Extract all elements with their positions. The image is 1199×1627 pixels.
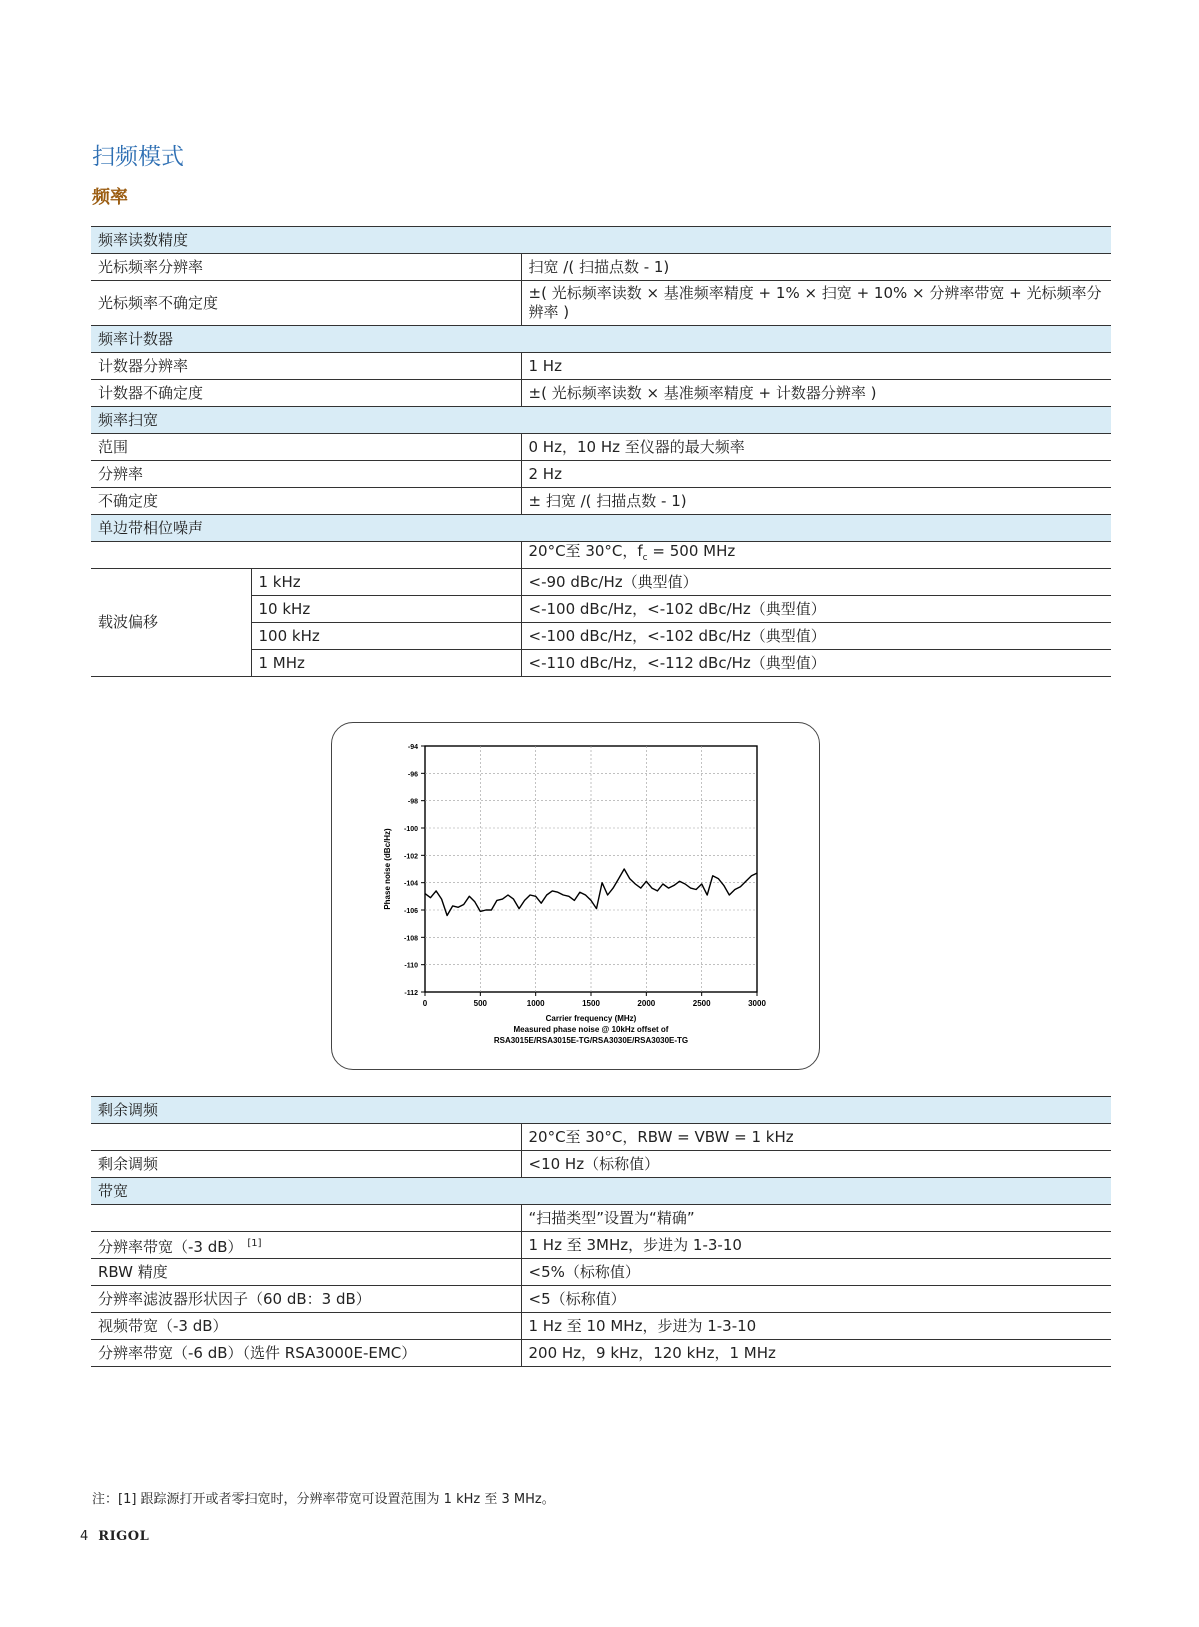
offset-cell: 100 kHz bbox=[251, 623, 521, 650]
table-header-row bbox=[91, 407, 1111, 434]
row-label: 光标频率分辨率 bbox=[91, 254, 521, 281]
table-row bbox=[91, 1340, 1111, 1367]
row-value: 1 Hz 至 10 MHz，步进为 1-3-10 bbox=[521, 1313, 1111, 1340]
table-header-row bbox=[91, 1178, 1111, 1205]
phase-noise-chart bbox=[331, 722, 820, 1070]
y-tick-label: -112 bbox=[404, 990, 418, 997]
table-row bbox=[91, 1313, 1111, 1340]
x-tick-label: 0 bbox=[422, 999, 428, 1008]
ssb-condition-prefix: 20°C至 30°C，f bbox=[528, 542, 643, 560]
row-label: 计数器分辨率 bbox=[91, 353, 521, 380]
row-value: <5（标称值） bbox=[521, 1286, 1111, 1313]
brand-logo: RIGOL bbox=[98, 1529, 150, 1544]
row-value: 0 Hz，10 Hz 至仪器的最大频率 bbox=[521, 434, 1111, 461]
row-label: 分辨率带宽（-6 dB）（选件 RSA3000E-EMC） bbox=[91, 1340, 521, 1367]
row-label: 视频带宽（-3 dB） bbox=[91, 1313, 521, 1340]
row-value: 1 Hz 至 3MHz，步进为 1-3-10 bbox=[521, 1232, 1111, 1259]
table-row bbox=[91, 1232, 1111, 1259]
span-header: 频率扫宽 bbox=[91, 407, 1111, 434]
x-tick-label: 500 bbox=[473, 999, 488, 1008]
ssb-header: 单边带相位噪声 bbox=[91, 515, 1111, 542]
table-header-row bbox=[91, 515, 1111, 542]
y-tick-label: -104 bbox=[403, 880, 418, 888]
row-label bbox=[91, 542, 521, 569]
table-row bbox=[91, 1259, 1111, 1286]
row-label: 分辨率 bbox=[91, 461, 521, 488]
footnote: 注：[1] 跟踪源打开或者零扫宽时，分辨率带宽可设置范围为 1 kHz 至 3 MHz。 bbox=[92, 1492, 555, 1507]
table-row bbox=[91, 461, 1111, 488]
row-label: 分辨率滤波器形状因子（60 dB：3 dB） bbox=[91, 1286, 521, 1313]
y-tick-label: -96 bbox=[407, 771, 418, 779]
row-value: 1 Hz bbox=[521, 353, 1111, 380]
row-label: 光标频率不确定度 bbox=[91, 281, 521, 326]
offset-cell: 10 kHz bbox=[251, 596, 521, 623]
row-value: ±( 光标频率读数 × 基准频率精度 + 1% × 扫宽 + 10% × 分辨率带宽 + 光标频率分辨率 ) bbox=[521, 281, 1111, 326]
row-value: <5%（标称值） bbox=[521, 1259, 1111, 1286]
table-row bbox=[91, 353, 1111, 380]
subsection-title: 频率 bbox=[92, 187, 128, 208]
table-header-row bbox=[91, 1097, 1111, 1124]
table-row bbox=[91, 1151, 1111, 1178]
row-value: 2 Hz bbox=[521, 461, 1111, 488]
table-header-row bbox=[91, 227, 1111, 254]
table-row bbox=[91, 542, 1111, 569]
rbw-label: 分辨率带宽（-3 dB） bbox=[98, 1237, 243, 1256]
footnote-ref: [1] bbox=[247, 1237, 262, 1249]
section-title: 扫频模式 bbox=[92, 144, 184, 170]
offset-value: <-90 dBc/Hz（典型值） bbox=[521, 569, 1111, 596]
x-axis-label: Carrier frequency (MHz) bbox=[545, 1014, 637, 1023]
y-tick-label: -98 bbox=[407, 798, 418, 806]
y-tick-label: -102 bbox=[403, 853, 418, 861]
row-label: 计数器不确定度 bbox=[91, 380, 521, 407]
offset-cell: 1 kHz bbox=[251, 569, 521, 596]
x-tick-label: 2500 bbox=[692, 999, 711, 1008]
ssb-condition-sub: c bbox=[642, 553, 648, 563]
bandwidth-spec-table bbox=[91, 1096, 1111, 1367]
offset-value: <-100 dBc/Hz，<-102 dBc/Hz（典型值） bbox=[521, 623, 1111, 650]
y-tick-label: -108 bbox=[403, 935, 418, 943]
table-row bbox=[91, 380, 1111, 407]
y-tick-label: -100 bbox=[403, 826, 418, 833]
phase-noise-chart-svg bbox=[332, 723, 819, 1069]
x-tick-label: 1500 bbox=[582, 999, 600, 1008]
y-axis-label: Phase noise (dBc/Hz) bbox=[383, 828, 392, 910]
table-row bbox=[91, 1124, 1111, 1151]
bw-condition: “扫描类型”设置为“精确” bbox=[521, 1205, 1111, 1232]
chart-subtitle: RSA3015E/RSA3015E-TG/RSA3030E/RSA3030E-TG bbox=[493, 1036, 689, 1045]
offset-label: 载波偏移 bbox=[91, 569, 251, 677]
offset-value: <-110 dBc/Hz，<-112 dBc/Hz（典型值） bbox=[521, 650, 1111, 677]
y-tick-label: -94 bbox=[407, 744, 418, 751]
bw-header: 带宽 bbox=[91, 1178, 1111, 1205]
x-tick-label: 1000 bbox=[526, 999, 545, 1008]
y-tick-label: -106 bbox=[403, 908, 418, 915]
freq-readout-header: 频率读数精度 bbox=[91, 227, 1111, 254]
row-label: RBW 精度 bbox=[91, 1259, 521, 1286]
y-tick-label: -110 bbox=[404, 962, 418, 970]
row-label: 不确定度 bbox=[91, 488, 521, 515]
table-row bbox=[91, 569, 1111, 596]
offset-value: <-100 dBc/Hz，<-102 dBc/Hz（典型值） bbox=[521, 596, 1111, 623]
residual-condition: 20°C至 30°C，RBW = VBW = 1 kHz bbox=[521, 1124, 1111, 1151]
row-value: ± 扫宽 /( 扫描点数 - 1) bbox=[521, 488, 1111, 515]
x-tick-label: 2000 bbox=[637, 999, 656, 1008]
chart-title: Measured phase noise @ 10kHz offset of bbox=[513, 1025, 669, 1034]
row-value: 200 Hz，9 kHz，120 kHz，1 MHz bbox=[521, 1340, 1111, 1367]
table-row bbox=[91, 434, 1111, 461]
page-footer bbox=[80, 1529, 149, 1544]
row-label bbox=[91, 1124, 521, 1151]
table-header-row bbox=[91, 326, 1111, 353]
table-row bbox=[91, 281, 1111, 326]
table-row bbox=[91, 1205, 1111, 1232]
ssb-condition bbox=[521, 542, 1111, 569]
offset-cell: 1 MHz bbox=[251, 650, 521, 677]
table-row bbox=[91, 1286, 1111, 1313]
page-number: 4 bbox=[80, 1529, 89, 1544]
row-label: 剩余调频 bbox=[91, 1151, 521, 1178]
residual-fm-header: 剩余调频 bbox=[91, 1097, 1111, 1124]
row-label bbox=[91, 1232, 521, 1259]
frequency-spec-table bbox=[91, 226, 1111, 677]
row-value: ±( 光标频率读数 × 基准频率精度 + 计数器分辨率 ) bbox=[521, 380, 1111, 407]
ssb-condition-suffix: = 500 MHz bbox=[647, 542, 736, 560]
row-value: <10 Hz（标称值） bbox=[521, 1151, 1111, 1178]
table-row bbox=[91, 488, 1111, 515]
row-label: 范围 bbox=[91, 434, 521, 461]
table-row bbox=[91, 254, 1111, 281]
row-value: 扫宽 /( 扫描点数 - 1) bbox=[521, 254, 1111, 281]
counter-header: 频率计数器 bbox=[91, 326, 1111, 353]
row-label bbox=[91, 1205, 521, 1232]
x-tick-label: 3000 bbox=[748, 999, 766, 1008]
